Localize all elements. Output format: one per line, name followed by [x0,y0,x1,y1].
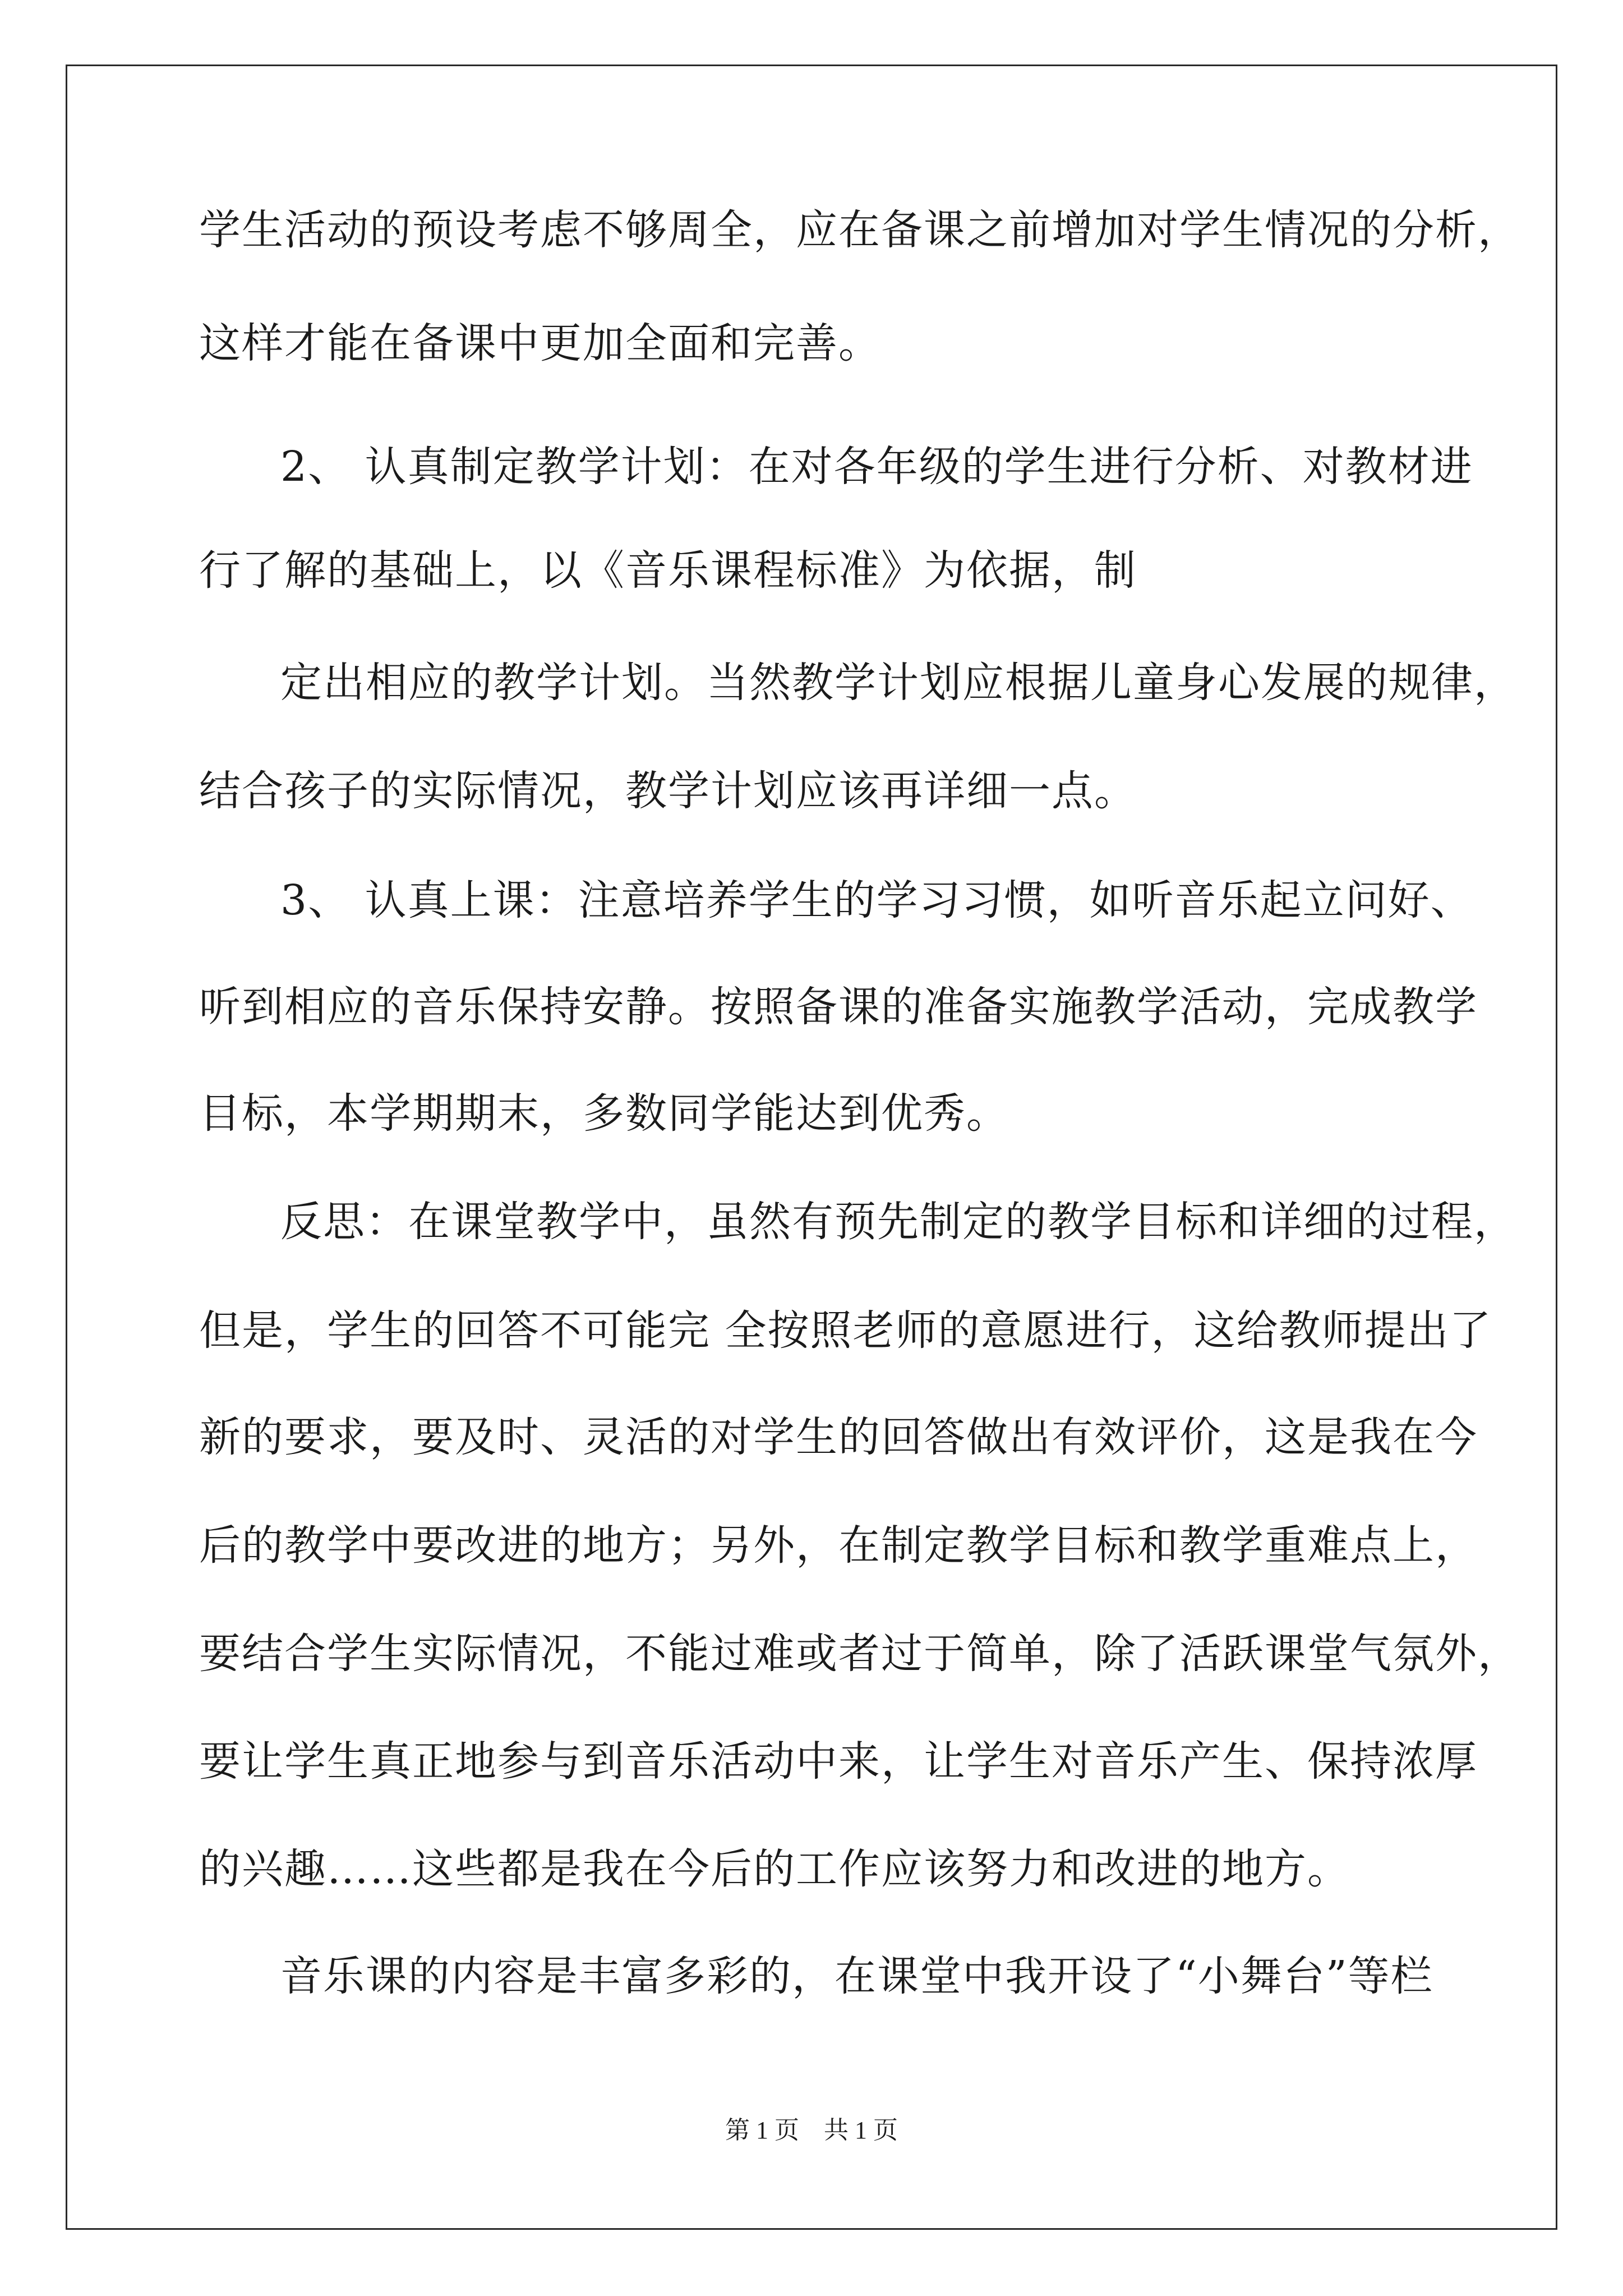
body-line-15: 要让学生真正地参与到音乐活动中来，让学生对音乐产生、保持浓厚 [199,1737,1478,1786]
body-line-2: 这样才能在备课中更加全面和完善。 [199,319,881,367]
body-line-7: 3、 认真上课：注意培养学生的学习习惯，如听音乐起立问好、 [280,876,1473,924]
body-line-16: 的兴趣……这些都是我在今后的工作应该努力和改进的地方。 [199,1845,1350,1893]
body-line-1: 学生活动的预设考虑不够周全，应在备课之前增加对学生情况的分析， [199,206,1520,254]
body-line-11: 但是，学生的回答不可能完 全按照老师的意愿进行，这给教师提出了 [199,1306,1492,1355]
body-line-12: 新的要求，要及时、灵活的对学生的回答做出有效评价，这是我在今 [199,1413,1478,1461]
body-line-8: 听到相应的音乐保持安静。按照备课的准备实施教学活动，完成教学 [199,983,1478,1031]
body-line-3: 2、 认真制定教学计划：在对各年级的学生进行分析、对教材进 [280,443,1473,491]
body-line-17: 音乐课的内容是丰富多彩的，在课堂中我开设了“小舞台”等栏 [280,1952,1433,2000]
page-border [66,65,1557,2230]
body-line-5: 定出相应的教学计划。当然教学计划应根据儿童身心发展的规律， [280,659,1516,707]
body-line-9: 目标，本学期期末，多数同学能达到优秀。 [199,1089,1009,1138]
body-line-10: 反思：在课堂教学中，虽然有预先制定的教学目标和详细的过程， [280,1198,1516,1246]
body-line-6: 结合孩子的实际情况，教学计划应该再详细一点。 [199,767,1137,815]
body-line-13: 后的教学中要改进的地方；另外，在制定教学目标和教学重难点上， [199,1521,1478,1570]
body-line-14: 要结合学生实际情况，不能过难或者过于简单，除了活跃课堂气氛外， [199,1630,1520,1678]
body-line-4: 行了解的基础上，以《音乐课程标准》为依据，制 [199,546,1137,595]
page-number-footer: 第 1 页 共 1 页 [725,2116,898,2144]
